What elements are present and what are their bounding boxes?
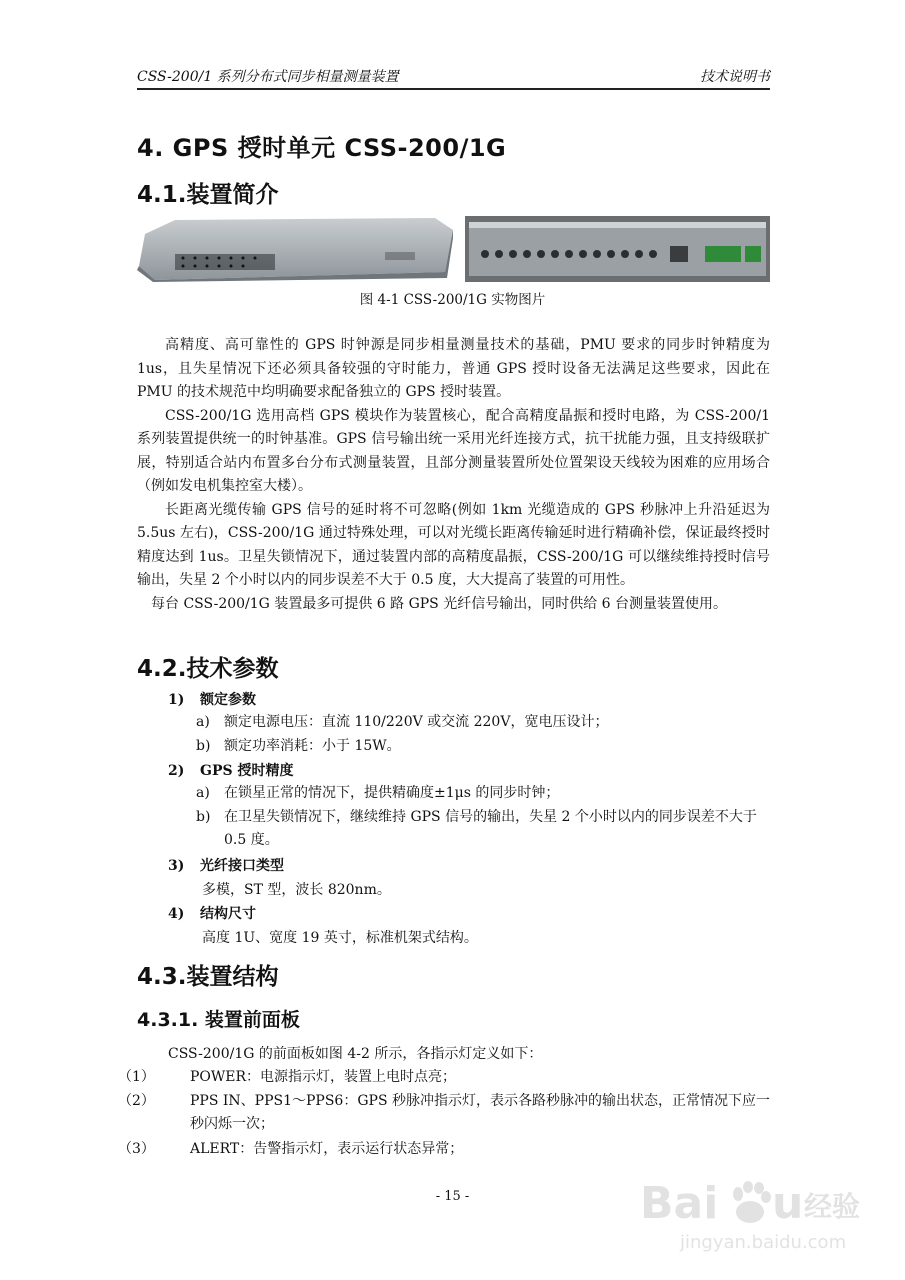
param-heading-2	[168, 760, 293, 780]
svg-text:jingyan.baidu.com: jingyan.baidu.com	[680, 1232, 847, 1253]
param-title: 结构尺寸	[200, 906, 256, 922]
param-title: 额定参数	[200, 692, 256, 708]
section-title-4-2: 4.2.技术参数	[137, 656, 279, 682]
param-number: 4)	[168, 906, 185, 922]
item-text: ALERT：告警指示灯，表示运行状态异常；	[190, 1141, 464, 1157]
page-header	[137, 66, 770, 86]
param-number: 2)	[168, 763, 185, 779]
param-number: 1)	[168, 692, 185, 708]
param-item-1b	[196, 735, 771, 758]
item-marker: （2）	[118, 1093, 155, 1109]
baidu-jingyan-watermark	[640, 1160, 870, 1260]
param-item-1a	[196, 711, 771, 734]
indicator-item-3	[118, 1138, 773, 1161]
param-item-2a	[196, 782, 771, 805]
header-rule	[137, 88, 770, 90]
param-number: 3)	[168, 858, 185, 874]
param-heading-4	[168, 903, 256, 923]
page-number: - 15 -	[435, 1189, 470, 1204]
item-marker: b)	[196, 809, 211, 825]
item-marker: （3）	[118, 1141, 155, 1157]
intro-text	[137, 334, 770, 616]
chapter-title: 4. GPS 授时单元 CSS-200/1G	[137, 134, 507, 162]
item-text: 在锁星正常的情况下，提供精确度±1μs 的同步时钟；	[224, 785, 560, 801]
device-rear-photo	[465, 216, 770, 282]
item-marker: b)	[196, 738, 211, 754]
intro-paragraph-4: 每台 CSS-200/1G 装置最多可提供 6 路 GPS 光纤信号输出，同时供给 6 台测量装置使用。	[151, 595, 728, 612]
indicator-item-1	[118, 1066, 773, 1089]
header-doc-title: CSS-200/1 系列分布式同步相量测量装置	[137, 69, 399, 85]
item-marker: （1）	[118, 1069, 155, 1085]
param-heading-1	[168, 689, 256, 709]
param-title: 光纤接口类型	[200, 858, 284, 874]
intro-paragraph-1: 高精度、高可靠性的 GPS 时钟源是同步相量测量技术的基础，PMU 要求的同步时钟精度为 1us，且失星情况下还必须具备较强的守时能力，普通 GPS 授时设备无法满足这些要求，因此在 PMU 的技术规范中均明确要求配备独立的 GPS 授时装置。	[137, 337, 770, 400]
param-text-3: 多模，ST 型，波长 820nm。	[202, 882, 391, 898]
intro-paragraph-2: CSS-200/1G 选用高档 GPS 模块作为装置核心，配合高精度晶振和授时电路，为 CSS-200/1 系列装置提供统一的时钟基准。GPS 信号输出统一采用光纤连接方式，抗干扰能力强，且支持级联扩展，特别适合站内布置多台分布式测量装置，且部分测量装置所处位置架设天线较为困难的应用场合（例如发电机集控室大楼）。	[137, 407, 770, 494]
param-text-4: 高度 1U、宽度 19 英寸，标准机架式结构。	[202, 930, 478, 946]
indicator-item-2	[118, 1090, 773, 1136]
baidu-logo-icon	[640, 1160, 870, 1260]
section-title-4-1: 4.1.装置简介	[137, 182, 279, 208]
item-text: POWER：电源指示灯，装置上电时点亮；	[190, 1069, 457, 1085]
item-marker: a)	[196, 714, 210, 730]
param-heading-3	[168, 855, 284, 875]
device-front-photo	[135, 216, 455, 282]
subsection-title-4-3-1: 4.3.1. 装置前面板	[137, 1009, 300, 1031]
param-item-2b	[196, 806, 771, 852]
header-doc-type: 技术说明书	[700, 69, 770, 85]
figure-caption: 图 4-1 CSS-200/1G 实物图片	[359, 292, 546, 308]
svg-text:u: u	[772, 1178, 804, 1229]
svg-text:Bai: Bai	[640, 1178, 719, 1229]
param-title: GPS 授时精度	[200, 763, 294, 779]
section-title-4-3: 4.3.装置结构	[137, 964, 279, 990]
item-text: 在卫星失锁情况下，继续维持 GPS 信号的输出，失星 2 个小时以内的同步误差不大于 0.5 度。	[224, 809, 757, 848]
item-text: 额定功率消耗：小于 15W。	[224, 738, 401, 754]
intro-paragraph-3: 长距离光缆传输 GPS 信号的延时将不可忽略(例如 1km 光缆造成的 GPS 秒脉冲上升沿延迟为 5.5us 左右)，CSS-200/1G 通过特殊处理，可以对光缆长距离传输延时进行精确补偿，保证最终授时精度达到 1us。卫星失锁情况下，通过装置内部的高精度晶振，CSS-200/1G 可以继续维持授时信号输出，失星 2 个小时以内的同步误差不大于 0.5 度，大大提高了装置的可用性。	[137, 501, 770, 588]
item-text: 额定电源电压：直流 110/220V 或交流 220V，宽电压设计；	[224, 714, 609, 730]
item-marker: a)	[196, 785, 210, 801]
item-text: PPS IN、PPS1～PPS6：GPS 秒脉冲指示灯，表示各路秒脉冲的输出状态，正常情况下应一秒闪烁一次；	[190, 1093, 770, 1132]
front-panel-intro: CSS-200/1G 的前面板如图 4-2 所示，各指示灯定义如下：	[168, 1046, 543, 1062]
svg-text:经验: 经验	[804, 1190, 861, 1223]
